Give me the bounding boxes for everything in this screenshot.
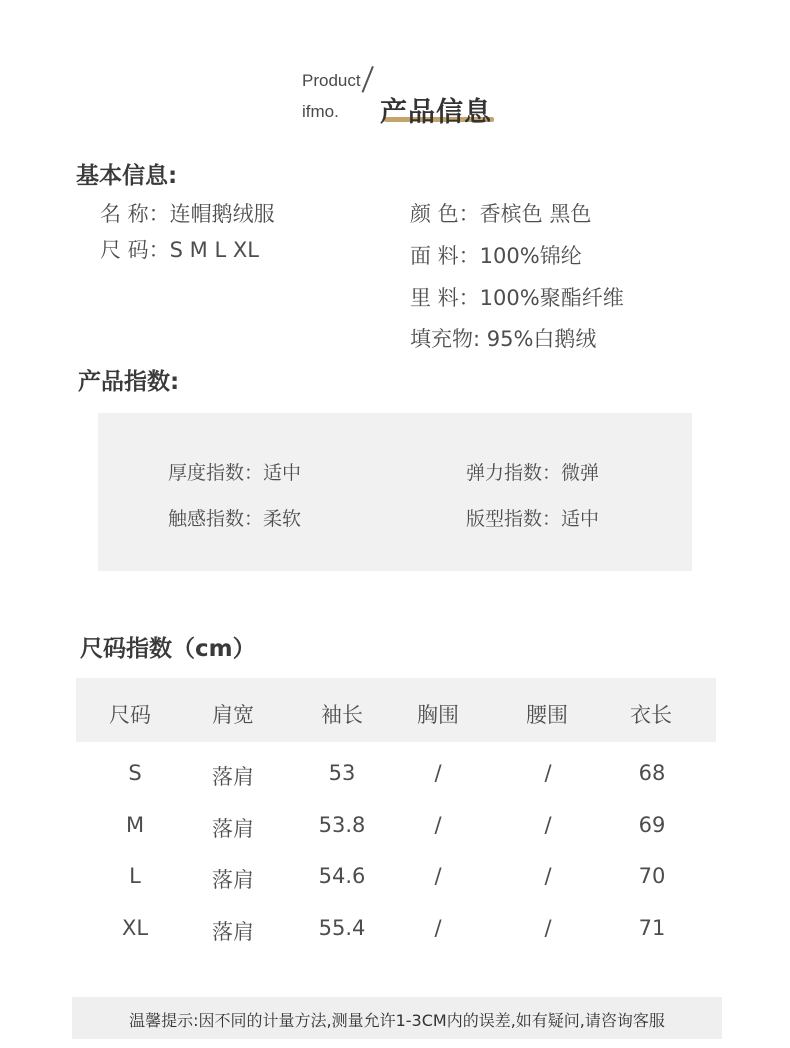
page-title: 产品信息 <box>380 97 492 128</box>
table-cell: / <box>434 761 442 785</box>
table-cell: 落肩 <box>212 765 254 789</box>
table-cell: 69 <box>638 813 666 837</box>
table-cell: XL <box>121 916 149 940</box>
table-cell: 70 <box>638 864 666 888</box>
table-cell: / <box>434 813 442 837</box>
table-cell: 落肩 <box>212 920 254 944</box>
table-cell: / <box>544 864 552 888</box>
product-index-panel <box>98 413 692 571</box>
table-cell: L <box>129 864 141 888</box>
size-header-chest: 胸围 <box>417 703 459 727</box>
table-cell: 53.8 <box>318 813 366 837</box>
product-lining: 里 料：100%聚酯纤维 <box>410 286 624 310</box>
size-header-waist: 腰围 <box>526 703 568 727</box>
table-cell: 落肩 <box>212 868 254 892</box>
table-cell: 71 <box>638 916 666 940</box>
table-cell: 68 <box>638 761 666 785</box>
basic-info-title: 基本信息: <box>76 163 178 189</box>
table-cell: 落肩 <box>212 817 254 841</box>
product-filling: 填充物: 95%白鹅绒 <box>410 327 597 351</box>
product-index-title: 产品指数: <box>78 369 180 395</box>
table-cell: / <box>544 916 552 940</box>
product-fabric: 面 料：100%锦纶 <box>410 244 582 268</box>
thickness-index: 厚度指数：适中 <box>168 462 302 484</box>
table-cell: / <box>544 761 552 785</box>
table-cell: / <box>434 916 442 940</box>
table-cell: M <box>125 813 145 837</box>
elasticity-index: 弹力指数：微弹 <box>466 462 600 484</box>
product-color: 颜 色：香槟色 黑色 <box>410 202 592 226</box>
size-header-sleeve: 袖长 <box>321 703 363 727</box>
product-name: 名 称：连帽鹅绒服 <box>100 202 275 226</box>
size-header-length: 衣长 <box>630 703 672 727</box>
fit-index: 版型指数：适中 <box>466 508 600 530</box>
header-english-line2: ifmo. <box>302 102 339 121</box>
table-cell: 53 <box>328 761 356 785</box>
product-sizes: 尺 码：S M L XL <box>100 238 259 262</box>
table-cell: / <box>544 813 552 837</box>
table-cell: / <box>434 864 442 888</box>
header-slash-divider <box>362 66 374 93</box>
size-chart-title: 尺码指数（cm） <box>80 636 256 662</box>
measurement-note: 温馨提示:因不同的计量方法,测量允许1-3CM内的误差,如有疑问,请咨询客服 <box>129 1011 665 1030</box>
header-english-line1: Product <box>302 71 361 90</box>
size-header-shoulder: 肩宽 <box>212 703 254 727</box>
table-cell: 54.6 <box>318 864 366 888</box>
touch-index: 触感指数：柔软 <box>168 508 302 530</box>
table-cell: S <box>128 761 142 785</box>
table-cell: 55.4 <box>318 916 366 940</box>
size-header-size: 尺码 <box>109 703 151 727</box>
